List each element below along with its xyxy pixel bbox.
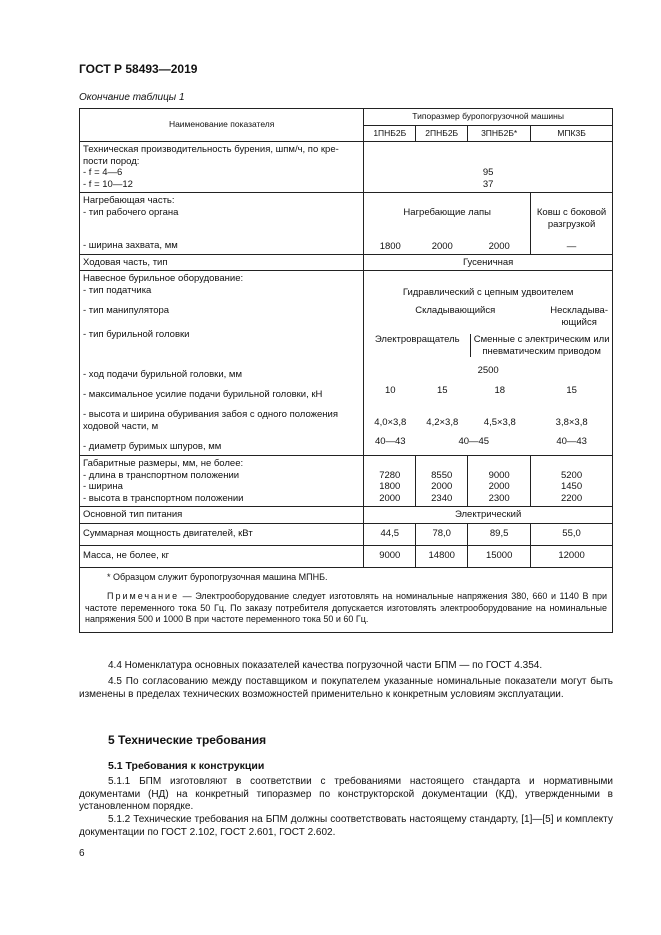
running-label: Ходовая часть, тип bbox=[80, 254, 364, 271]
value: 2000 bbox=[488, 481, 510, 492]
value: 15 bbox=[566, 385, 577, 396]
paragraph-4-5: 4.5 По согласованию между поставщиком и покупателем указанные номинальные показатели могут быть изменены в пределах технических возможностей применительно к конкретным условиям эксплуатации. bbox=[79, 676, 613, 700]
table-row-power-sum bbox=[80, 523, 613, 545]
value: 4,2×3,8 bbox=[426, 416, 459, 428]
paragraph-5-1-1: 5.1.1 БПМ изготовляют в соответствии с требованиями настоящего стандарта и нормативными документами (НД) на конкретный типоразмер по конструкторской документации (КД), утвержденными в установленном порядке. bbox=[79, 776, 613, 812]
text-line: - f = 10—12 bbox=[83, 178, 133, 190]
value: 78,0 bbox=[416, 523, 468, 545]
model-header: МПК3Б bbox=[531, 125, 613, 142]
text-line: - ширина захвата, мм bbox=[83, 240, 178, 251]
model-header: 1ПНБ2Б bbox=[364, 125, 416, 142]
value: 40—45 bbox=[458, 436, 490, 447]
value: 2500 bbox=[477, 365, 499, 376]
value: 44,5 bbox=[364, 523, 416, 545]
table-row-running bbox=[80, 254, 613, 271]
value: 5200 bbox=[560, 469, 583, 481]
text-line: Навесное бурильное оборудование: bbox=[83, 273, 244, 284]
value: Гидравлический с цепным удвоителем bbox=[402, 287, 574, 298]
value: 9000 bbox=[488, 469, 510, 481]
paragraph-4-4: 4.4 Номенклатура основных показателей качества погрузочной части БПМ — по ГОСТ 4.354. bbox=[108, 660, 543, 671]
value: 89,5 bbox=[468, 523, 531, 545]
text-line: Техническая производительность бурения, шпм/ч, по кре- bbox=[83, 144, 339, 155]
value: 1450 bbox=[560, 481, 583, 492]
value: Нагребающие лапы bbox=[403, 207, 491, 218]
value: 2000 bbox=[431, 241, 453, 252]
productivity-label bbox=[80, 142, 364, 193]
drilling-label bbox=[80, 271, 364, 456]
table-row-dims bbox=[80, 456, 613, 507]
value: 18 bbox=[494, 385, 506, 396]
value: Ковш с боковой разгрузкой bbox=[536, 207, 607, 230]
text-line: Габаритные размеры, мм, не более: bbox=[83, 458, 244, 469]
productivity-values bbox=[364, 142, 613, 193]
page-number: 6 bbox=[79, 848, 85, 859]
value: Электровращатель bbox=[374, 334, 460, 345]
value: 55,0 bbox=[531, 523, 613, 545]
value: 2200 bbox=[560, 492, 583, 504]
text-line: - ширина bbox=[83, 481, 123, 492]
dims-col bbox=[416, 456, 468, 507]
dims-col bbox=[531, 456, 613, 507]
text-line: - длина в транспортном положении bbox=[83, 469, 240, 481]
table-row-drilling bbox=[80, 271, 613, 456]
value: 40—43 bbox=[374, 436, 406, 447]
value: 7280 bbox=[379, 469, 401, 481]
table-header-row bbox=[80, 109, 613, 126]
value: 15000 bbox=[468, 545, 531, 567]
value: 95 bbox=[482, 167, 494, 178]
document-header: ГОСТ Р 58493—2019 bbox=[79, 62, 198, 76]
footnote: * Образцом служит буропогрузочная машина МПНБ. bbox=[107, 571, 328, 582]
power-type-value: Электрический bbox=[364, 507, 613, 524]
text-line: - тип манипулятора bbox=[83, 305, 170, 316]
text-line: - ход подачи бурильной головки, мм bbox=[83, 369, 242, 380]
text-line: - высота и ширина обуривания забоя с одного положения ходовой части, м bbox=[83, 409, 338, 432]
dims-col bbox=[364, 456, 416, 507]
value: 4,5×3,8 bbox=[483, 416, 516, 428]
col-group-header: Типоразмер буропогрузочной машины bbox=[364, 109, 613, 126]
table-caption: Окончание таблицы 1 bbox=[79, 92, 185, 103]
text-line: - тип податчика bbox=[83, 285, 152, 296]
table-row-loading bbox=[80, 193, 613, 255]
running-value: Гусеничная bbox=[364, 254, 613, 271]
value: Сменные с электрическим или пневматическим приводом bbox=[471, 334, 612, 357]
text-line: - высота в транспортном положении bbox=[83, 492, 244, 504]
value: 2000 bbox=[431, 481, 453, 492]
table-notes bbox=[80, 567, 613, 632]
value: 1800 bbox=[379, 481, 401, 492]
specs-table bbox=[79, 108, 613, 633]
value: — bbox=[566, 241, 577, 252]
value: 40—43 bbox=[556, 436, 587, 447]
col-name-header: Наименование показателя bbox=[80, 109, 364, 142]
table-row-productivity bbox=[80, 142, 613, 193]
dims-label bbox=[80, 456, 364, 507]
value: 37 bbox=[482, 178, 494, 190]
mass-label: Масса, не более, кг bbox=[80, 545, 364, 567]
model-header: 2ПНБ2Б bbox=[416, 125, 468, 142]
section-heading-5: 5 Технические требования bbox=[108, 733, 267, 747]
note-text: — Электрооборудование следует изготовлять на номинальные напряжения 380, 660 и 1140 В при частоте переменного тока 50 Гц. По заказу потребителя допускается изготовлять электрооборудование на номинальные напряжения 500 и 1000 В при частоте переменного тока 50 и 60 Гц. bbox=[85, 591, 607, 624]
text-line: - f = 4—6 bbox=[83, 167, 123, 178]
value: 10 bbox=[384, 385, 396, 396]
table-row-power-type bbox=[80, 507, 613, 524]
loading-values bbox=[364, 193, 531, 255]
dims-col bbox=[468, 456, 531, 507]
value: 2340 bbox=[431, 492, 453, 504]
text-line: - максимальное усилие подачи бурильной головки, кН bbox=[83, 389, 323, 400]
value: 2300 bbox=[488, 492, 510, 504]
value: Нескладыва-ющийся bbox=[550, 305, 608, 328]
value: 4,0×3,8 bbox=[374, 416, 407, 428]
text-line: Нагребающая часть: bbox=[83, 195, 175, 206]
power-sum-label: Суммарная мощность двигателей, кВт bbox=[80, 523, 364, 545]
table-row-mass bbox=[80, 545, 613, 567]
value: 8550 bbox=[431, 469, 453, 481]
value: 2000 bbox=[488, 241, 510, 252]
value: 2000 bbox=[379, 492, 401, 504]
value: Складывающийся bbox=[415, 305, 496, 316]
loading-values-mpk bbox=[531, 193, 613, 255]
table-notes-row bbox=[80, 567, 613, 632]
text-line: - диаметр буримых шпуров, мм bbox=[83, 441, 222, 452]
value: 14800 bbox=[416, 545, 468, 567]
loading-label bbox=[80, 193, 364, 255]
drilling-values bbox=[364, 271, 613, 456]
value: 1800 bbox=[379, 241, 401, 252]
note bbox=[85, 591, 607, 626]
value: 3,8×3,8 bbox=[555, 416, 588, 428]
value: 9000 bbox=[364, 545, 416, 567]
text-line: пости пород: bbox=[83, 155, 140, 167]
power-type-label: Основной тип питания bbox=[80, 507, 364, 524]
section-heading-5-1: 5.1 Требования к конструкции bbox=[108, 760, 265, 772]
model-header: 3ПНБ2Б* bbox=[468, 125, 531, 142]
note-word: Примечание bbox=[107, 591, 180, 601]
text-line: - тип рабочего органа bbox=[83, 206, 179, 218]
text-line: - тип бурильной головки bbox=[83, 329, 190, 340]
value: 15 bbox=[436, 385, 448, 396]
paragraph-5-1-2: 5.1.2 Технические требования на БПМ должны соответствовать настоящему стандарту, [1]—[5] и комплекту документации по ГОСТ 2.102, ГОСТ 2.601, ГОСТ 2.602. bbox=[79, 814, 613, 838]
value: 12000 bbox=[531, 545, 613, 567]
